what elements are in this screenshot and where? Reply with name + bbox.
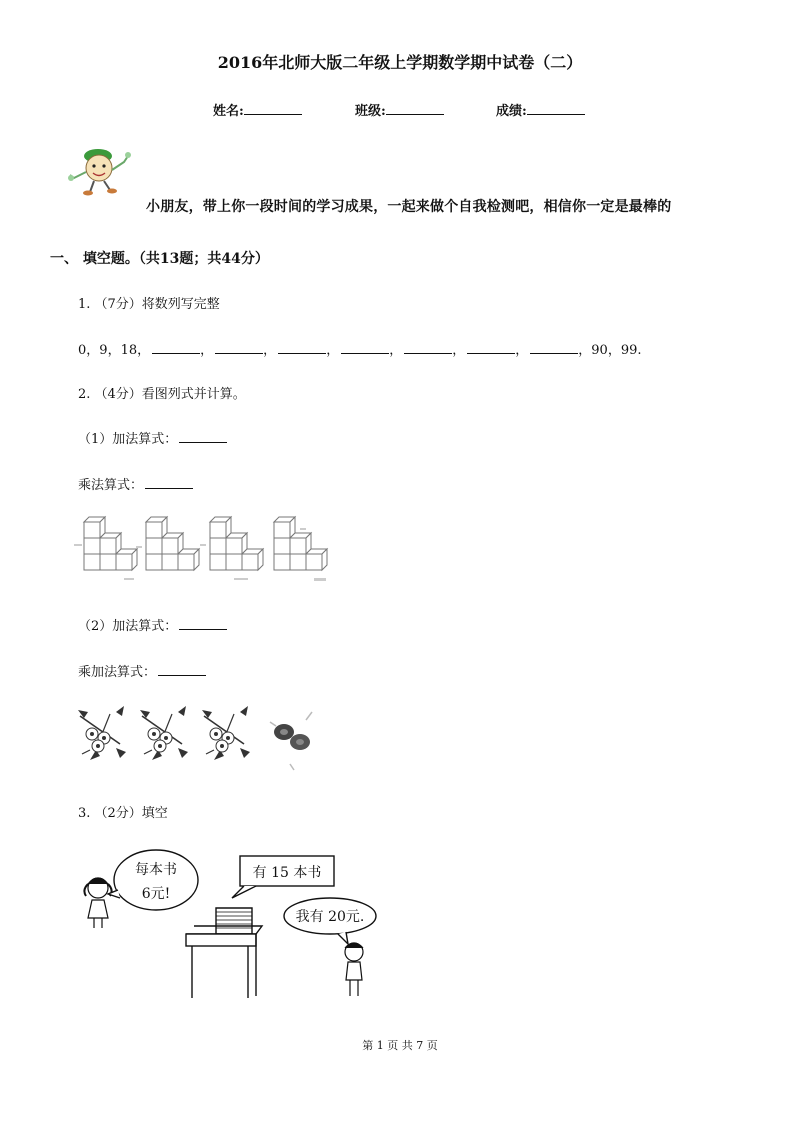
question-3-title: 3. （2分）填空 (78, 806, 168, 821)
name-blank[interactable] (244, 102, 302, 115)
score-blank[interactable] (527, 102, 585, 115)
name-label: 姓名: (213, 104, 244, 119)
boy-bubble-text: 我有 20元. (295, 909, 365, 925)
section-heading: 一、 填空题。（共13题；共44分） (50, 251, 269, 267)
seq-value: 90 (591, 343, 608, 358)
page-title: 2016年北师大版二年级上学期数学期中试卷（二） (217, 53, 583, 72)
answer-blank[interactable] (215, 341, 263, 354)
class-label: 班级: (355, 104, 386, 119)
part1-mult-label: 乘法算式： (78, 478, 144, 493)
flower-branch-icon (140, 706, 188, 760)
book-count-sign (232, 856, 334, 898)
answer-blank[interactable] (158, 663, 206, 676)
cube-stacks-figure (74, 514, 336, 588)
question-1-sequence: 0，9，18， ， ， ， ， ， ， ，90，99. (78, 343, 642, 358)
answer-blank[interactable] (404, 341, 452, 354)
answer-blank[interactable] (145, 476, 193, 489)
table-with-books-icon (186, 908, 262, 998)
cube-stack-icon (274, 517, 327, 570)
seq-value: 0 (78, 343, 87, 358)
page-footer: 第 1 页 共 7 页 (362, 1039, 438, 1052)
flower-pair-icon (270, 712, 312, 770)
question-2-part1-add (78, 428, 227, 447)
class-blank[interactable] (386, 102, 444, 115)
girl-speech-bubble (108, 850, 198, 910)
answer-blank[interactable] (278, 341, 326, 354)
part2-mult-label: 乘加法算式： (78, 665, 157, 680)
name-field (213, 100, 302, 119)
seq-value: 99. (620, 343, 642, 358)
cube-stack-icon (210, 517, 263, 570)
flower-branches-figure (76, 700, 326, 776)
part1-add-label: （1）加法算式： (78, 432, 178, 447)
answer-blank[interactable] (152, 341, 200, 354)
part2-add-label: （2）加法算式： (78, 619, 178, 634)
answer-blank[interactable] (341, 341, 389, 354)
answer-blank[interactable] (179, 430, 227, 443)
cube-stack-icon (84, 517, 137, 570)
girl-bubble-line2: 6元! (141, 886, 171, 902)
cube-stack-icon (146, 517, 199, 570)
answer-blank[interactable] (530, 341, 578, 354)
question-2-part2-mult (78, 661, 206, 680)
sign-text: 有 15 本书 (252, 865, 322, 881)
answer-blank[interactable] (467, 341, 515, 354)
flower-branch-icon (202, 706, 250, 760)
seq-value: 18 (120, 343, 138, 358)
class-field (355, 100, 444, 119)
score-field (496, 100, 585, 119)
flower-branch-icon (78, 706, 126, 760)
intro-text: 小朋友，带上你一段时间的学习成果，一起来做个自我检测吧，相信你一定是最棒的 (146, 199, 672, 215)
question-2-part1-mult (78, 474, 193, 493)
boy-figure-icon (345, 943, 363, 996)
girl-bubble-line1: 每本书 (135, 862, 177, 878)
girl-figure-icon (84, 878, 111, 928)
score-label: 成绩: (496, 104, 527, 119)
question-2-part2-add (78, 615, 227, 634)
shopping-scene-figure (76, 846, 386, 1002)
cartoon-boy-icon (66, 142, 136, 198)
answer-blank[interactable] (179, 617, 227, 630)
question-2-title: 2. （4分）看图列式并计算。 (78, 387, 246, 402)
boy-speech-bubble (284, 898, 376, 944)
question-1-title: 1. （7分）将数列写完整 (78, 297, 220, 312)
seq-value: 9 (99, 343, 108, 358)
